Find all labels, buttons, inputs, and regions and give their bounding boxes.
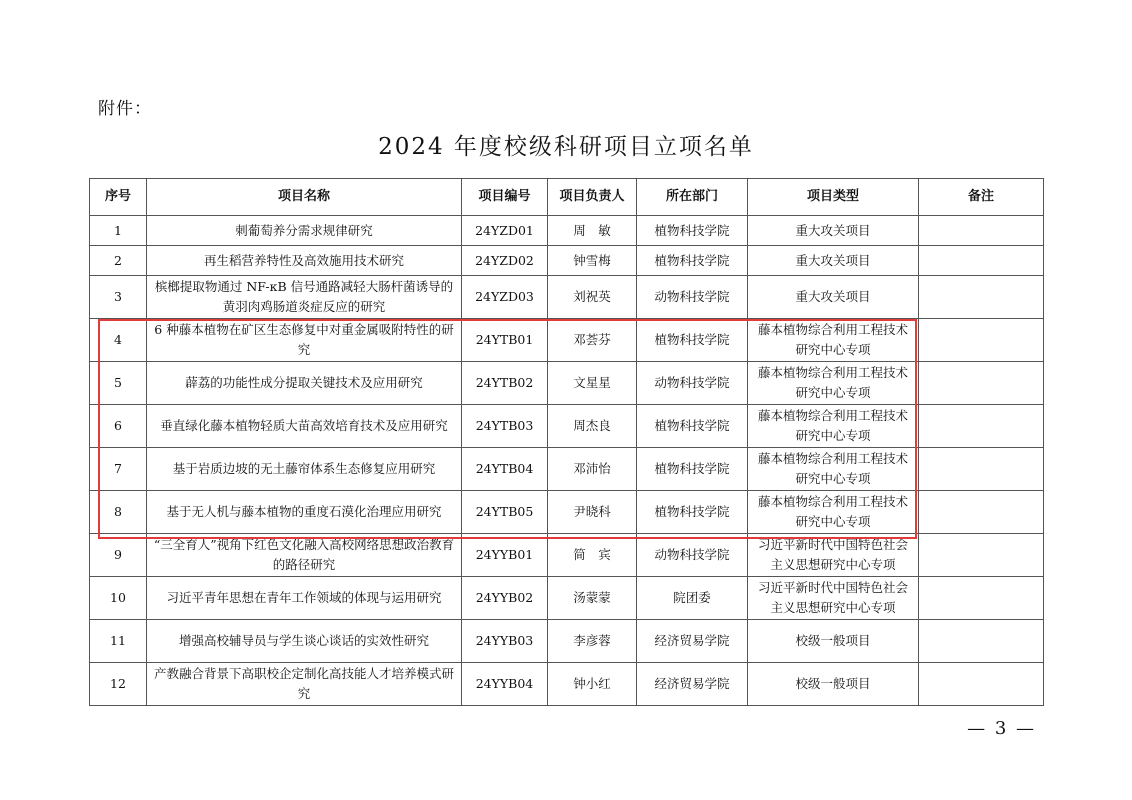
cell-number: 10 (90, 577, 147, 620)
column-header-note: 备注 (919, 179, 1044, 216)
cell-project-code: 24YTB03 (462, 405, 548, 448)
cell-number: 1 (90, 216, 147, 246)
cell-note (919, 534, 1044, 577)
cell-project-name: 基于岩质边坡的无土藤帘体系生态修复应用研究 (147, 448, 462, 491)
column-header-type: 项目类型 (748, 179, 919, 216)
cell-project-name: 槟榔提取物通过 NF-κB 信号通路减轻大肠杆菌诱导的黄羽肉鸡肠道炎症反应的研究 (147, 276, 462, 319)
cell-project-code: 24YYB04 (462, 663, 548, 706)
cell-project-name: 6 种藤本植物在矿区生态修复中对重金属吸附特性的研究 (147, 319, 462, 362)
table-row (90, 577, 1044, 620)
cell-department: 植物科技学院 (637, 491, 748, 534)
cell-number: 4 (90, 319, 147, 362)
cell-project-code: 24YYB02 (462, 577, 548, 620)
table-row (90, 319, 1044, 362)
cell-department: 动物科技学院 (637, 534, 748, 577)
cell-note (919, 448, 1044, 491)
cell-type: 藤本植物综合利用工程技术研究中心专项 (748, 405, 919, 448)
column-header-name: 项目名称 (147, 179, 462, 216)
cell-project-code: 24YYB03 (462, 620, 548, 663)
cell-department: 植物科技学院 (637, 405, 748, 448)
cell-department: 植物科技学院 (637, 319, 748, 362)
column-header-department: 所在部门 (637, 179, 748, 216)
table-row (90, 620, 1044, 663)
cell-number: 6 (90, 405, 147, 448)
cell-note (919, 362, 1044, 405)
page-title: 2024 年度校级科研项目立项名单 (378, 134, 754, 160)
cell-lead: 文星星 (548, 362, 637, 405)
cell-type: 校级一般项目 (748, 663, 919, 706)
cell-lead: 汤蒙蒙 (548, 577, 637, 620)
table-row (90, 491, 1044, 534)
table-row (90, 276, 1044, 319)
cell-type: 重大攻关项目 (748, 276, 919, 319)
cell-number: 2 (90, 246, 147, 276)
page-number: — 3 — (967, 718, 1036, 739)
cell-type: 校级一般项目 (748, 620, 919, 663)
cell-project-name: “三全育人”视角下红色文化融入高校网络思想政治教育的路径研究 (147, 534, 462, 577)
column-header-lead: 项目负责人 (548, 179, 637, 216)
cell-type: 习近平新时代中国特色社会主义思想研究中心专项 (748, 534, 919, 577)
cell-type: 藤本植物综合利用工程技术研究中心专项 (748, 491, 919, 534)
table-row (90, 405, 1044, 448)
cell-number: 3 (90, 276, 147, 319)
cell-lead: 邓荟芬 (548, 319, 637, 362)
cell-project-name: 再生稻营养特性及高效施用技术研究 (147, 246, 462, 276)
cell-note (919, 216, 1044, 246)
cell-project-code: 24YTB01 (462, 319, 548, 362)
cell-lead: 周杰良 (548, 405, 637, 448)
cell-lead: 尹晓科 (548, 491, 637, 534)
cell-lead: 刘祝英 (548, 276, 637, 319)
cell-note (919, 577, 1044, 620)
cell-number: 8 (90, 491, 147, 534)
cell-department: 植物科技学院 (637, 216, 748, 246)
cell-department: 经济贸易学院 (637, 663, 748, 706)
cell-note (919, 246, 1044, 276)
cell-number: 5 (90, 362, 147, 405)
table-row (90, 216, 1044, 246)
cell-project-code: 24YZD02 (462, 246, 548, 276)
column-header-code: 项目编号 (462, 179, 548, 216)
table-row (90, 362, 1044, 405)
cell-project-code: 24YZD01 (462, 216, 548, 246)
table-header-row (90, 179, 1044, 216)
cell-type: 藤本植物综合利用工程技术研究中心专项 (748, 319, 919, 362)
cell-note (919, 663, 1044, 706)
cell-project-name: 垂直绿化藤本植物轻质大苗高效培育技术及应用研究 (147, 405, 462, 448)
cell-note (919, 405, 1044, 448)
cell-number: 11 (90, 620, 147, 663)
cell-project-name: 薜荔的功能性成分提取关键技术及应用研究 (147, 362, 462, 405)
cell-project-code: 24YZD03 (462, 276, 548, 319)
cell-project-name: 基于无人机与藤本植物的重度石漠化治理应用研究 (147, 491, 462, 534)
cell-lead: 钟小红 (548, 663, 637, 706)
cell-type: 藤本植物综合利用工程技术研究中心专项 (748, 448, 919, 491)
cell-number: 12 (90, 663, 147, 706)
cell-lead: 简 宾 (548, 534, 637, 577)
cell-project-name: 刺葡萄养分需求规律研究 (147, 216, 462, 246)
cell-type: 重大攻关项目 (748, 216, 919, 246)
cell-department: 动物科技学院 (637, 276, 748, 319)
project-table (89, 178, 1044, 706)
cell-type: 习近平新时代中国特色社会主义思想研究中心专项 (748, 577, 919, 620)
cell-lead: 邓沛怡 (548, 448, 637, 491)
cell-department: 植物科技学院 (637, 448, 748, 491)
cell-type: 重大攻关项目 (748, 246, 919, 276)
column-header-number: 序号 (90, 179, 147, 216)
cell-department: 植物科技学院 (637, 246, 748, 276)
cell-project-code: 24YTB02 (462, 362, 548, 405)
cell-project-name: 增强高校辅导员与学生谈心谈话的实效性研究 (147, 620, 462, 663)
cell-note (919, 276, 1044, 319)
cell-project-code: 24YTB05 (462, 491, 548, 534)
cell-note (919, 620, 1044, 663)
cell-project-name: 习近平青年思想在青年工作领域的体现与运用研究 (147, 577, 462, 620)
cell-lead: 李彦蓉 (548, 620, 637, 663)
cell-department: 院团委 (637, 577, 748, 620)
cell-lead: 钟雪梅 (548, 246, 637, 276)
cell-lead: 周 敏 (548, 216, 637, 246)
table-row (90, 534, 1044, 577)
table-row (90, 663, 1044, 706)
cell-project-code: 24YYB01 (462, 534, 548, 577)
cell-note (919, 319, 1044, 362)
cell-type: 藤本植物综合利用工程技术研究中心专项 (748, 362, 919, 405)
cell-department: 动物科技学院 (637, 362, 748, 405)
cell-number: 7 (90, 448, 147, 491)
cell-project-code: 24YTB04 (462, 448, 548, 491)
cell-note (919, 491, 1044, 534)
cell-department: 经济贸易学院 (637, 620, 748, 663)
cell-project-name: 产教融合背景下高职校企定制化高技能人才培养模式研究 (147, 663, 462, 706)
table-row (90, 448, 1044, 491)
cell-number: 9 (90, 534, 147, 577)
attachment-label: 附件： (98, 99, 152, 119)
table-row (90, 246, 1044, 276)
